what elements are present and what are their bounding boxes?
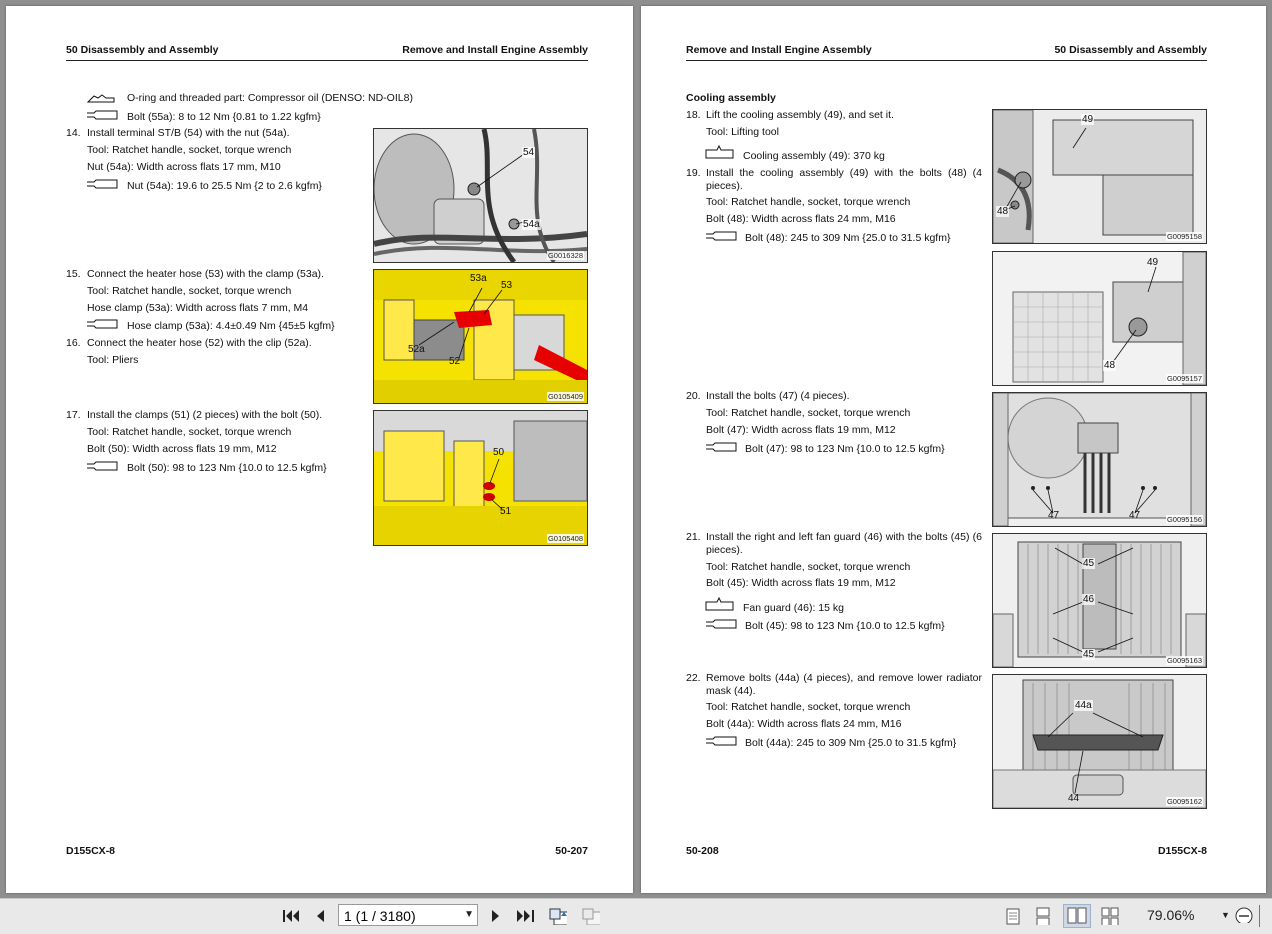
- step-15-tool: Tool: Ratchet handle, socket, torque wrench: [87, 285, 292, 297]
- callout-44a: 44a: [1075, 700, 1092, 711]
- weight-icon: [705, 597, 735, 611]
- step-15-number: 15.: [66, 268, 81, 280]
- figure-id: G0095163: [1166, 656, 1202, 665]
- figure-id: G0105409: [547, 392, 583, 401]
- callout-51: 51: [500, 506, 512, 517]
- step-22-torque: Bolt (44a): 245 to 309 Nm {25.0 to 31.5 kgfm}: [745, 737, 957, 749]
- go-back-view-icon[interactable]: [547, 907, 567, 925]
- torque-wrench-icon: [705, 231, 737, 242]
- step-15-text: Connect the heater hose (53) with the clamp (53a).: [87, 268, 324, 280]
- page-number-value: 1 (1 / 3180): [344, 908, 416, 924]
- zoom-dropdown-icon[interactable]: ▼: [1221, 910, 1230, 920]
- right-document-page: [641, 6, 1266, 893]
- step-20-tool: Tool: Ratchet handle, socket, torque wrench: [706, 407, 911, 419]
- figure-id: G0095157: [1166, 374, 1202, 383]
- step-21-tool: Tool: Ratchet handle, socket, torque wrench: [706, 561, 911, 573]
- next-page-icon[interactable]: [486, 907, 506, 925]
- figure-id: G0095158: [1166, 232, 1202, 241]
- figure-terminal-stb: [373, 128, 588, 263]
- page-number-select[interactable]: [338, 904, 478, 926]
- step-16-tool: Tool: Pliers: [87, 354, 139, 366]
- figure-heater-hose: [373, 269, 588, 404]
- callout-45-top: 45: [1083, 558, 1095, 569]
- step-19-tool: Tool: Ratchet handle, socket, torque wrench: [706, 196, 911, 208]
- page-header-left: 50 Disassembly and Assembly: [66, 44, 219, 56]
- single-page-view-icon[interactable]: [1004, 907, 1024, 925]
- step-22-bolt-spec: Bolt (44a): Width across flats 24 mm, M16: [706, 718, 902, 730]
- header-rule: [686, 60, 1207, 61]
- step-20-text: Install the bolts (47) (4 pieces).: [706, 390, 850, 402]
- viewer-toolbar: [0, 898, 1272, 934]
- callout-47-right: 47: [1129, 510, 1141, 521]
- step-17-bolt-spec: Bolt (50): Width across flats 19 mm, M12: [87, 443, 277, 455]
- step-21-weight: Fan guard (46): 15 kg: [743, 602, 844, 614]
- callout-47-left: 47: [1048, 510, 1060, 521]
- page-header-left: Remove and Install Engine Assembly: [686, 44, 872, 56]
- page-header-right: Remove and Install Engine Assembly: [402, 44, 588, 56]
- step-20-torque: Bolt (47): 98 to 123 Nm {10.0 to 12.5 kgfm}: [745, 443, 945, 455]
- figure-radiator-mask: [992, 674, 1207, 809]
- callout-49: 49: [1147, 257, 1159, 268]
- step-18-tool: Tool: Lifting tool: [706, 126, 779, 138]
- step-17-tool: Tool: Ratchet handle, socket, torque wrench: [87, 426, 292, 438]
- previous-page-icon[interactable]: [311, 907, 331, 925]
- page-header-right: 50 Disassembly and Assembly: [1054, 44, 1207, 56]
- figure-cooling-bolts: [992, 251, 1207, 386]
- step-21-text: Install the right and left fan guard (46) with the bolts (45) (6 pieces).: [706, 531, 982, 556]
- step-19-number: 19.: [686, 167, 701, 179]
- step-22-text: Remove bolts (44a) (4 pieces), and remove lower radiator mask (44).: [706, 672, 982, 697]
- step-18-number: 18.: [686, 109, 701, 121]
- callout-52: 52: [449, 356, 461, 367]
- callout-53a: 53a: [470, 273, 487, 284]
- step-18-text: Lift the cooling assembly (49), and set it.: [706, 109, 894, 121]
- callout-52a: 52a: [408, 344, 425, 355]
- callout-44: 44: [1068, 793, 1080, 804]
- callout-48: 48: [1104, 360, 1116, 371]
- step-21-torque: Bolt (45): 98 to 123 Nm {10.0 to 12.5 kgfm}: [745, 620, 945, 632]
- torque-wrench-icon: [86, 110, 118, 121]
- step-18-weight: Cooling assembly (49): 370 kg: [743, 150, 885, 162]
- step-15-clamp-spec: Hose clamp (53a): Width across flats 7 mm, M4: [87, 302, 309, 314]
- zoom-slider-edge[interactable]: [1259, 905, 1260, 927]
- two-page-continuous-view-icon[interactable]: [1100, 907, 1120, 925]
- torque-wrench-icon: [86, 461, 118, 472]
- first-page-icon[interactable]: [281, 907, 301, 925]
- zoom-out-icon[interactable]: [1233, 905, 1253, 923]
- step-20-number: 20.: [686, 390, 701, 402]
- header-rule: [66, 60, 588, 61]
- step-17-number: 17.: [66, 409, 81, 421]
- step-14-text: Install terminal ST/B (54) with the nut (54a).: [87, 127, 290, 139]
- callout-46: 46: [1083, 594, 1095, 605]
- step-14-number: 14.: [66, 127, 81, 139]
- figure-fan-bolts: [992, 392, 1207, 527]
- torque-wrench-icon: [86, 179, 118, 190]
- torque-wrench-icon: [705, 442, 737, 453]
- figure-cooling-lift: [992, 109, 1207, 244]
- callout-53: 53: [501, 280, 513, 291]
- two-page-view-button[interactable]: [1063, 904, 1091, 928]
- page-footer-right: 50-207: [555, 845, 588, 857]
- oil-can-icon: [86, 92, 116, 104]
- step-22-number: 22.: [686, 672, 701, 684]
- step-19-bolt-spec: Bolt (48): Width across flats 24 mm, M16: [706, 213, 896, 225]
- step-15-torque: Hose clamp (53a): 4.4±0.49 Nm {45±5 kgfm}: [127, 320, 335, 332]
- step-17-torque: Bolt (50): 98 to 123 Nm {10.0 to 12.5 kgfm}: [127, 462, 327, 474]
- two-page-view-icon: [1064, 905, 1090, 927]
- step-14-nut-spec: Nut (54a): Width across flats 17 mm, M10: [87, 161, 281, 173]
- callout-54a: 54a: [523, 219, 540, 230]
- section-title: Cooling assembly: [686, 92, 776, 104]
- step-20-bolt-spec: Bolt (47): Width across flats 19 mm, M12: [706, 424, 896, 436]
- page-footer-left: 50-208: [686, 845, 719, 857]
- step-16-text: Connect the heater hose (52) with the clip (52a).: [87, 337, 312, 349]
- page-footer-right: D155CX-8: [1157, 845, 1207, 857]
- step-22-tool: Tool: Ratchet handle, socket, torque wrench: [706, 701, 911, 713]
- continuous-view-icon[interactable]: [1034, 907, 1054, 925]
- step-21-number: 21.: [686, 531, 701, 543]
- go-forward-view-icon[interactable]: [580, 907, 600, 925]
- torque-wrench-icon: [86, 319, 118, 330]
- step-19-text: Install the cooling assembly (49) with the bolts (48) (4 pieces).: [706, 167, 982, 192]
- step-14-tool: Tool: Ratchet handle, socket, torque wrench: [87, 144, 292, 156]
- bolt-55a-torque: Bolt (55a): 8 to 12 Nm {0.81 to 1.22 kgfm}: [127, 111, 321, 123]
- last-page-icon[interactable]: [515, 907, 535, 925]
- callout-45-bottom: 45: [1083, 649, 1095, 660]
- torque-wrench-icon: [705, 736, 737, 747]
- page-footer-left: D155CX-8: [66, 845, 116, 857]
- figure-clamps: [373, 410, 588, 546]
- callout-49: 49: [1082, 114, 1094, 125]
- figure-id: G0095156: [1166, 515, 1202, 524]
- callout-54: 54: [523, 147, 535, 158]
- callout-48: 48: [997, 206, 1009, 217]
- step-19-torque: Bolt (48): 245 to 309 Nm {25.0 to 31.5 kgfm}: [745, 232, 951, 244]
- oring-lubricant-line: O-ring and threaded part: Compressor oil (DENSO: ND-OIL8): [127, 92, 413, 104]
- zoom-level[interactable]: 79.06%: [1147, 907, 1195, 923]
- step-17-text: Install the clamps (51) (2 pieces) with the bolt (50).: [87, 409, 323, 421]
- step-21-bolt-spec: Bolt (45): Width across flats 19 mm, M12: [706, 577, 896, 589]
- figure-id: G0016328: [547, 251, 583, 260]
- step-16-number: 16.: [66, 337, 81, 349]
- step-14-torque: Nut (54a): 19.6 to 25.5 Nm {2 to 2.6 kgfm}: [127, 180, 322, 192]
- left-document-page: [6, 6, 633, 893]
- callout-50: 50: [493, 447, 505, 458]
- torque-wrench-icon: [705, 619, 737, 630]
- weight-icon: [705, 145, 735, 159]
- figure-id: G0095162: [1166, 797, 1202, 806]
- figure-fan-guard: [992, 533, 1207, 668]
- chevron-down-icon: ▼: [464, 909, 474, 920]
- figure-id: G0105408: [547, 534, 583, 543]
